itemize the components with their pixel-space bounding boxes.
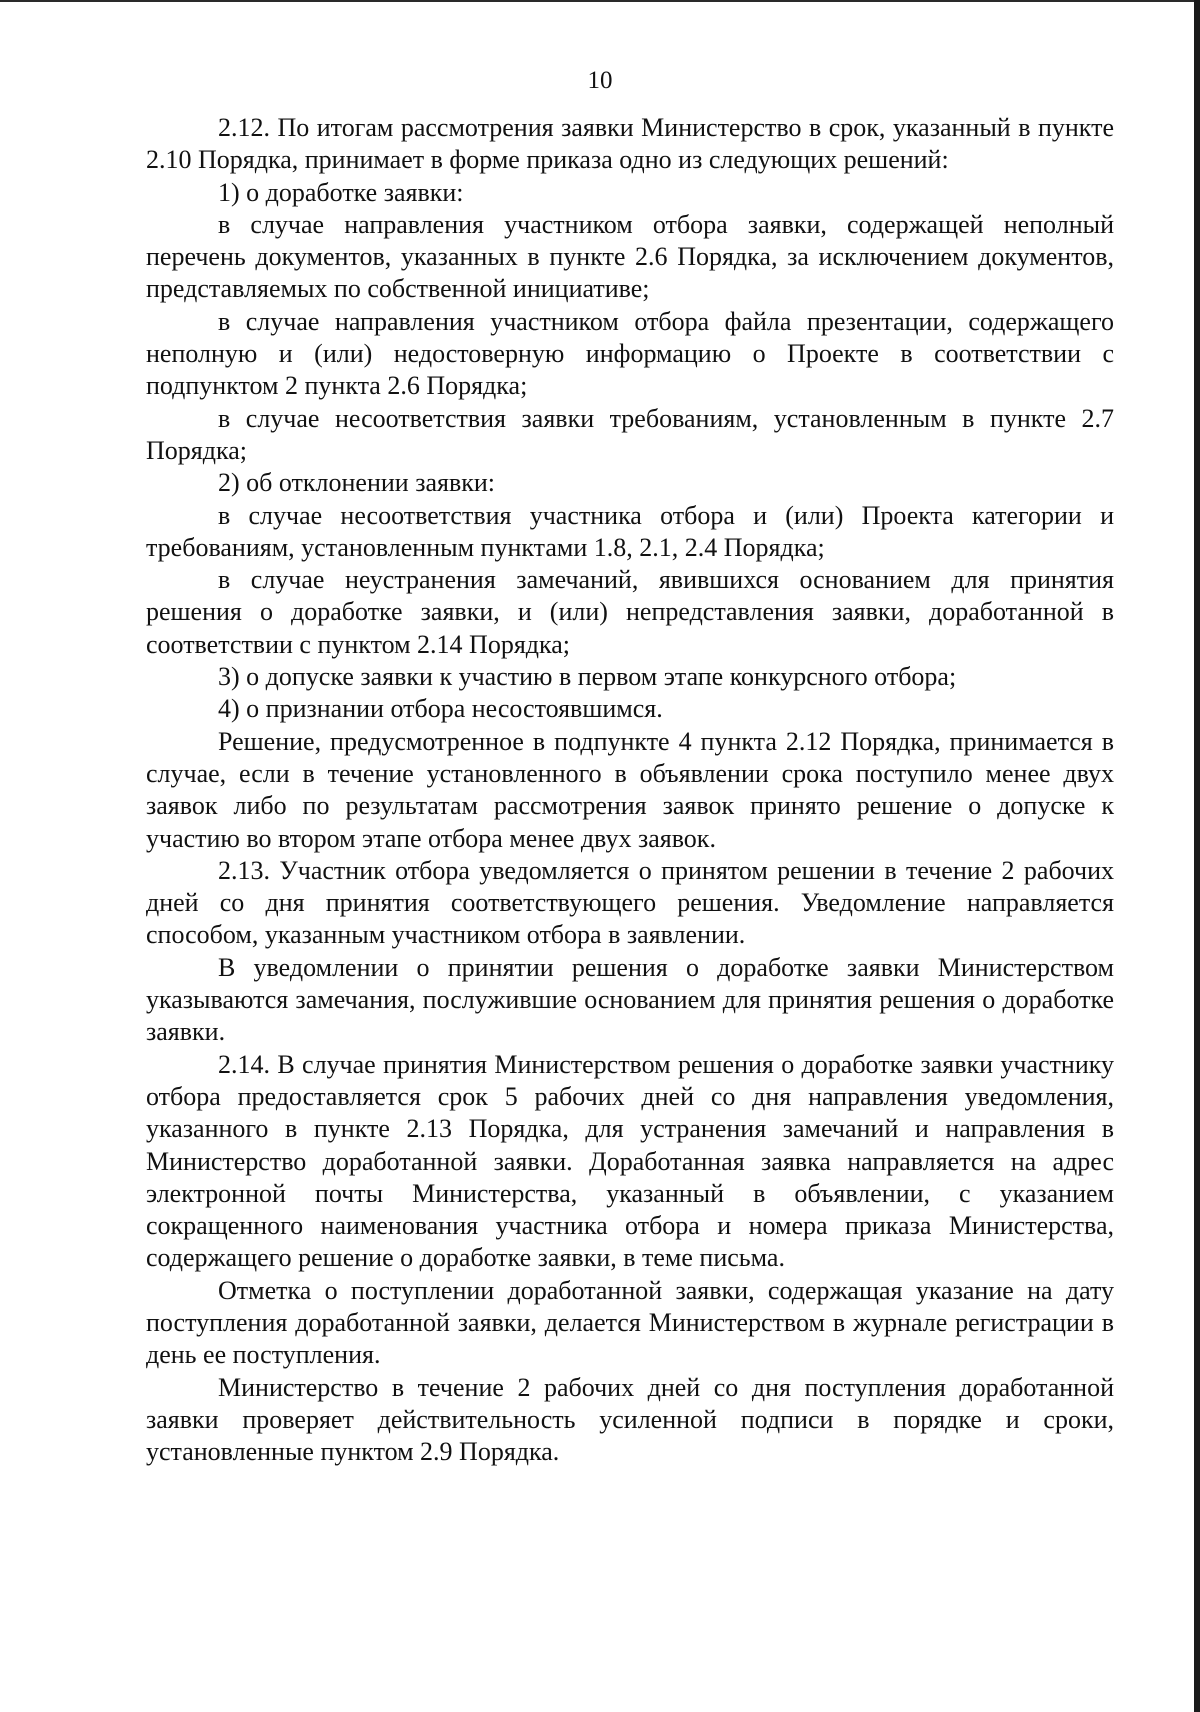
page-number: 10 <box>587 67 613 94</box>
paragraph-item-1: 1) о доработке заявки: <box>218 177 464 207</box>
paragraph-notification: В уведомлении о принятии решения о доработке заявки Министерством указываются замечания, послужившие основанием для принятия решения о доработке заявки. <box>146 952 1114 1047</box>
paragraph-2-12: 2.12. По итогам рассмотрения заявки Министерство в срок, указанный в пункте 2.10 Порядка, принимает в форме приказа одно из следующих решений: <box>146 113 1114 175</box>
paragraph-case-category: в случае несоответствия участника отбора и (или) Проекта категории и требованиям, установленным пунктами 1.8, 2.1, 2.4 Порядка; <box>146 500 1114 562</box>
document-body <box>146 112 1114 1468</box>
paragraph-receipt-mark: Отметка о поступлении доработанной заявки, содержащая указание на дату поступления доработанной заявки, делается Министерством в журнале регистрации в день ее поступления. <box>146 1275 1114 1370</box>
paragraph-case-presentation: в случае направления участником отбора файла презентации, содержащего неполную и (или) недостоверную информацию о Проекте в соответствии с подпунктом 2 пункта 2.6 Порядка; <box>146 306 1114 401</box>
paragraph-signature-check: Министерство в течение 2 рабочих дней со дня поступления доработанной заявки проверяет действительность усиленной подписи в порядке и сроки, установленные пунктом 2.9 Порядка. <box>146 1372 1114 1467</box>
paragraph-item-2: 2) об отклонении заявки: <box>218 468 496 498</box>
paragraph-decision: Решение, предусмотренное в подпункте 4 пункта 2.12 Порядка, принимается в случае, если в течение установленного в объявлении срока поступило менее двух заявок либо по результатам рассмотрения заявок принято решение о допуске к участию во втором этапе отбора менее двух заявок. <box>146 726 1114 853</box>
paragraph-case-incomplete-docs: в случае направления участником отбора заявки, содержащей неполный перечень документов, указанных в пункте 2.6 Порядка, за исключением документов, представляемых по собственной инициативе; <box>146 209 1114 304</box>
paragraph-case-requirements: в случае несоответствия заявки требованиям, установленным в пункте 2.7 Порядка; <box>146 403 1114 465</box>
paragraph-item-4: 4) о признании отбора несостоявшимся. <box>218 694 663 724</box>
page-edge-right <box>1194 0 1200 1712</box>
paragraph-2-13: 2.13. Участник отбора уведомляется о принятом решении в течение 2 рабочих дней со дня принятия соответствующего решения. Уведомление направляется способом, указанным участником отбора в заявлении. <box>146 855 1114 950</box>
paragraph-2-14: 2.14. В случае принятия Министерством решения о доработке заявки участнику отбора предоставляется срок 5 рабочих дней со дня направления уведомления, указанного в пункте 2.13 Порядка, для устранения замечаний и направления в Министерство доработанной заявки. Доработанная заявка направляется на адрес электронной почты Министерства, указанный в объявлении, с указанием сокращенного наименования участника отбора и номера приказа Министерства, содержащего решение о доработке заявки, в теме письма. <box>146 1049 1114 1273</box>
page-edge-top <box>0 0 1200 2</box>
paragraph-case-remarks: в случае неустранения замечаний, явившихся основанием для принятия решения о доработке заявки, и (или) непредставления заявки, доработанной в соответствии с пунктом 2.14 Порядка; <box>146 565 1114 659</box>
paragraph-item-3: 3) о допуске заявки к участию в первом этапе конкурсного отбора; <box>218 662 957 692</box>
